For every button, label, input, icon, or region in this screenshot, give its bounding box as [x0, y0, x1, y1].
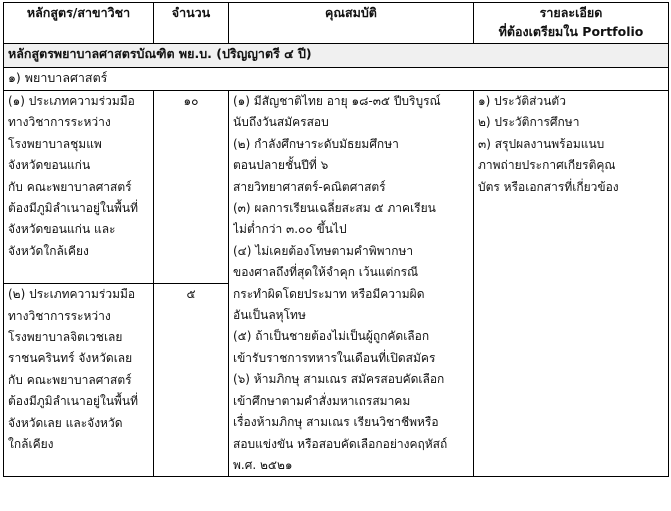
qualification-line: ของศาลถึงที่สุดให้จำคุก เว้นแต่กรณี — [233, 265, 419, 280]
qualification-line: (๖) ห้ามภิกษุ สามเณร สมัครสอบคัดเลือก — [233, 372, 445, 387]
type-1-line: ต้องมีภูมิลำเนาอยู่ในพื้นที่ — [8, 201, 139, 216]
header-details-line-2: ที่ต้องเตรียมใน Portfolio — [498, 24, 644, 39]
type-row-1 — [4, 91, 669, 284]
type-2-line: ราชนครินทร์ จังหวัดเลย — [8, 351, 133, 366]
qualification-line: เข้ารับราชการทหารในเดือนที่เปิดสมัคร — [233, 350, 436, 365]
portfolio-line: ๑) ประวัติส่วนตัว — [478, 94, 566, 108]
qualification-line: ไม่ต่ำกว่า ๓.๐๐ ขึ้นไป — [233, 222, 347, 237]
header-quota: จำนวน — [154, 3, 229, 44]
type-1-line: จังหวัดใกล้เคียง — [8, 243, 89, 258]
header-program: หลักสูตร/สาขาวิชา — [4, 3, 154, 44]
qualification-line: ตอนปลายชั้นปีที่ ๖ — [233, 158, 329, 173]
portfolio-line: ๒) ประวัติการศึกษา — [478, 115, 580, 130]
type-2-line: ทางวิชาการระหว่าง — [8, 308, 111, 323]
qualifications-cell — [229, 91, 474, 477]
major-name: ๑) พยาบาลศาสตร์ — [4, 68, 669, 91]
type-2-line: (๒) ประเภทความร่วมมือ — [8, 287, 136, 302]
portfolio-line: บัตร หรือเอกสารที่เกี่ยวข้อง — [478, 179, 619, 194]
qualification-line: (๔) ไม่เคยต้องโทษตามคำพิพากษา — [233, 243, 414, 258]
major-row — [4, 68, 669, 91]
portfolio-line: ๓) สรุปผลงานพร้อมแนบ — [478, 136, 605, 151]
qualification-line: (๒) กำลังศึกษาระดับมัธยมศึกษา — [233, 136, 399, 151]
table-header-row — [4, 3, 669, 44]
type-1-description — [4, 91, 154, 284]
type-1-line: จังหวัดขอนแก่น — [8, 158, 91, 173]
type-1-line: กับ คณะพยาบาลศาสตร์ — [8, 179, 132, 194]
header-details — [474, 3, 669, 44]
qualification-line: (๕) ถ้าเป็นชายต้องไม่เป็นผู้ถูกคัดเลือก — [233, 329, 430, 344]
qualification-line: (๓) ผลการเรียนเฉลี่ยสะสม ๕ ภาคเรียน — [233, 201, 436, 216]
type-1-line: จังหวัดขอนแก่น และ — [8, 222, 116, 237]
type-1-line: โรงพยาบาลชุมแพ — [8, 136, 102, 151]
type-2-quota: ๕ — [154, 284, 229, 477]
qualification-line: กระทำผิดโดยประมาท หรือมีความผิด — [233, 286, 425, 301]
qualification-line: เรื่องห้ามภิกษุ สามเณร เรียนวิชาชีพหรือ — [233, 415, 439, 430]
qualification-line: พ.ศ. ๒๕๒๑ — [233, 457, 293, 472]
type-2-line: ใกล้เคียง — [8, 437, 54, 451]
type-2-line: โรงพยาบาลจิตเวชเลย — [8, 329, 123, 344]
header-qualifications: คุณสมบัติ — [229, 3, 474, 44]
type-2-line: กับ คณะพยาบาลศาสตร์ — [8, 372, 132, 387]
qualification-line: อันเป็นลหุโทษ — [233, 308, 306, 323]
header-details-line-1: รายละเอียด — [539, 5, 603, 20]
requirements-table — [3, 2, 669, 477]
qualification-line: สอบแข่งขัน หรือสอบคัดเลือกอย่างคฤหัสถ์ — [233, 436, 448, 451]
type-1-line: (๑) ประเภทความร่วมมือ — [8, 94, 135, 108]
type-2-line: จังหวัดเลย และจังหวัด — [8, 415, 123, 430]
portfolio-cell — [474, 91, 669, 477]
program-title: หลักสูตรพยาบาลศาสตรบัณฑิต พย.บ. (ปริญญาตรี ๔ ปี) — [4, 44, 669, 68]
qualification-line: นับถึงวันสมัครสอบ — [233, 115, 329, 130]
qualification-line: สายวิทยาศาสตร์-คณิตศาสตร์ — [233, 179, 386, 194]
qualification-line: เข้าศึกษาตามคำสั่งมหาเถรสมาคม — [233, 393, 411, 408]
portfolio-line: ภาพถ่ายประกาศเกียรติคุณ — [478, 158, 616, 173]
type-1-line: ทางวิชาการระหว่าง — [8, 115, 111, 130]
type-2-line: ต้องมีภูมิลำเนาอยู่ในพื้นที่ — [8, 394, 139, 409]
program-title-row — [4, 44, 669, 68]
type-2-description — [4, 284, 154, 477]
qualification-line: (๑) มีสัญชาติไทย อายุ ๑๘-๓๕ ปีบริบูรณ์ — [233, 94, 441, 108]
type-1-quota: ๑๐ — [154, 91, 229, 284]
